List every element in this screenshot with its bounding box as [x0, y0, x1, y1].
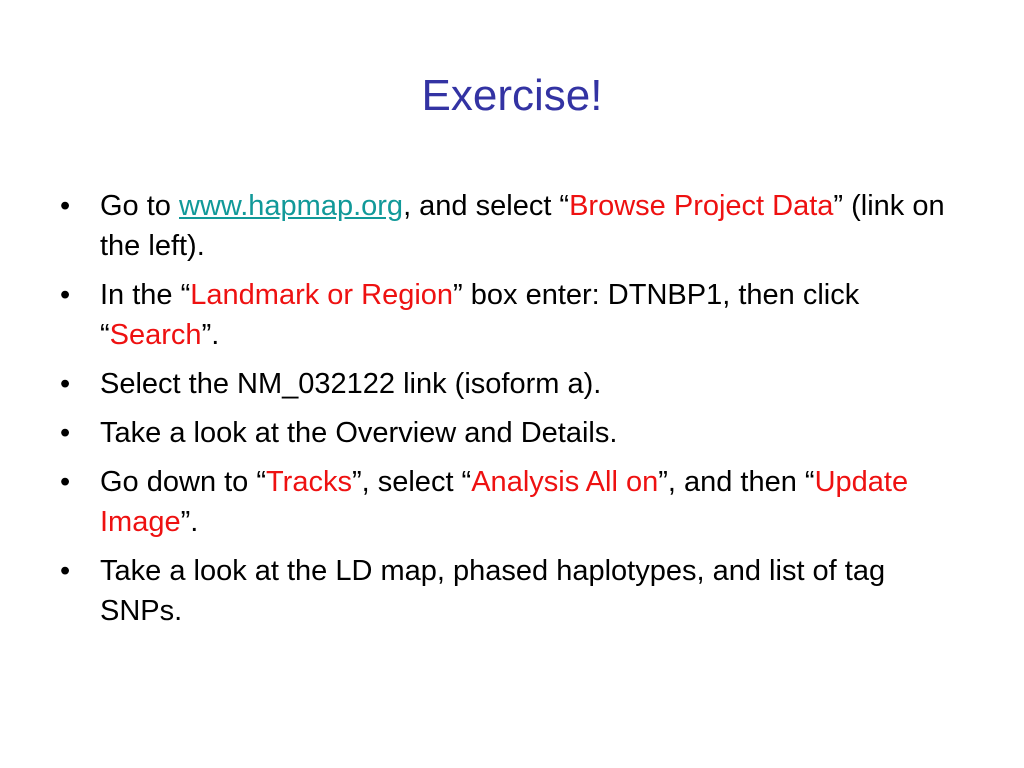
bullet-text: ” box enter: DTNBP1, then click “ — [100, 279, 860, 351]
bullet-text: ”. — [180, 506, 199, 538]
hapmap-link[interactable]: www.hapmap.org — [179, 190, 404, 222]
bullet-icon: • — [60, 466, 71, 498]
bullet-item-6 — [60, 551, 960, 631]
bullet-item-4 — [60, 413, 960, 453]
bullet-text: ”, and then “ — [658, 466, 815, 498]
slide-title: Exercise! — [421, 71, 603, 120]
bullet-text: Select the NM_032122 link (isoform a). — [100, 368, 602, 400]
bullet-text: In the “ — [100, 279, 191, 311]
bullet-item-2 — [60, 275, 960, 355]
bullet-item-5 — [60, 462, 960, 542]
bullet-icon: • — [60, 279, 71, 311]
bullet-icon: • — [60, 368, 71, 400]
bullet-icon: • — [60, 555, 71, 587]
bullet-text: Go down to “ — [100, 466, 267, 498]
highlight-search: Search — [109, 319, 202, 351]
highlight-browse-project-data: Browse Project Data — [569, 190, 834, 222]
highlight-analysis-all-on: Analysis All on — [471, 466, 659, 498]
highlight-landmark-or-region: Landmark or Region — [190, 279, 454, 311]
highlight-update-image: Update Image — [100, 466, 909, 538]
bullet-icon: • — [60, 190, 71, 222]
bullet-text: ”, select “ — [351, 466, 472, 498]
bullet-item-1 — [60, 186, 960, 266]
bullet-text: ” (link on the left). — [100, 190, 945, 262]
bullet-item-3 — [60, 364, 960, 404]
bullet-text: ”. — [201, 319, 220, 351]
bullet-list — [60, 186, 960, 640]
bullet-text: Go to — [100, 190, 179, 222]
bullet-text: , and select “ — [403, 190, 570, 222]
bullet-text: Take a look at the Overview and Details. — [100, 417, 618, 449]
bullet-text: Take a look at the LD map, phased haplotypes, and list of tag SNPs. — [100, 555, 886, 627]
bullet-icon: • — [60, 417, 71, 449]
highlight-tracks: Tracks — [266, 466, 352, 498]
